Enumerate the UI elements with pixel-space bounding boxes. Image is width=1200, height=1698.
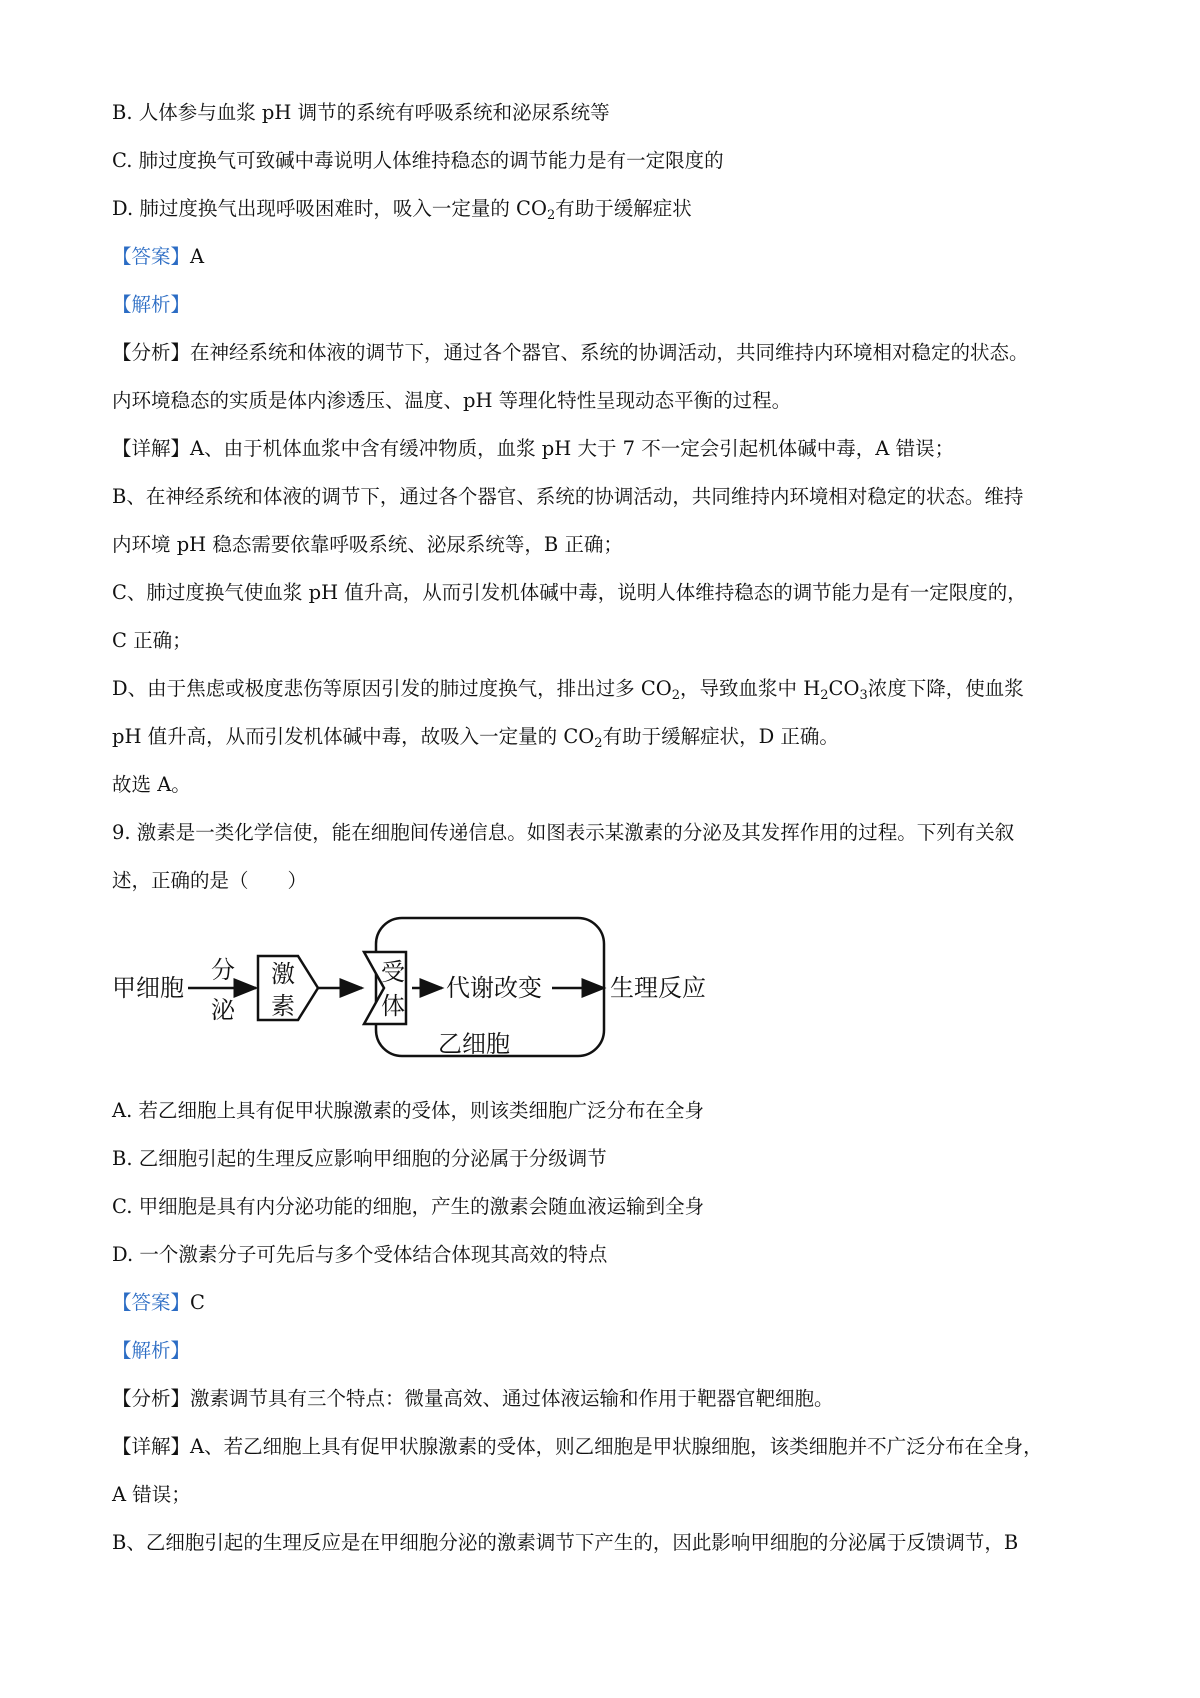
q8-option-d (112, 194, 692, 224)
text-run: D. 肺过度换气出现呼吸困难时，吸入一定量的 CO (112, 197, 547, 220)
q9-detail-b-1: B、乙细胞引起的生理反应是在甲细胞分泌的激素调节下产生的，因此影响甲细胞的分泌属于反馈调节，B (112, 1531, 1019, 1554)
subscript: 2 (546, 208, 556, 223)
text-run: CO (828, 677, 860, 700)
q8-detail-c-1: C、肺过度换气使血浆 pH 值升高，从而引发机体碱中毒，说明人体维持稳态的调节能力是有一定限度的， (112, 581, 1027, 604)
subscript: 2 (594, 736, 603, 751)
q9-analysis-tag: 【解析】 (112, 1339, 191, 1362)
fenxi-tag: 【分析】 (112, 341, 191, 364)
subscript: 2 (671, 688, 681, 703)
q8-detail-a (112, 434, 954, 464)
q8-choose: 故选 A。 (112, 773, 191, 796)
subscript: 3 (859, 688, 868, 703)
hormone-pathway-diagram (108, 912, 728, 1062)
subscript: 2 (820, 688, 829, 703)
text-run: A、若乙细胞上具有促甲状腺激素的受体，则乙细胞是甲状腺细胞，该类细胞并不广泛分布在全身， (190, 1435, 1043, 1458)
text-run: ，导致血浆中 H (680, 677, 821, 700)
q9-detail-a-2: A 错误； (112, 1483, 191, 1506)
q9-answer (112, 1288, 205, 1318)
answer-tag: 【答案】 (112, 1291, 191, 1314)
q9-stem-1: 9. 激素是一类化学信使，能在细胞间传递信息。如图表示某激素的分泌及其发挥作用的过程。下列有关叙 (112, 821, 1015, 844)
secrete-label-1: 分 (211, 956, 235, 984)
response-label: 生理反应 (610, 974, 706, 1002)
text-run: pH 值升高，从而引发机体碱中毒，故吸入一定量的 CO (112, 725, 595, 748)
q9-option-d: D. 一个激素分子可先后与多个受体结合体现其高效的特点 (112, 1243, 608, 1266)
q8-option-b: B. 人体参与血浆 pH 调节的系统有呼吸系统和泌尿系统等 (112, 101, 610, 124)
fenxi-tag: 【分析】 (112, 1387, 191, 1410)
text-run: A、由于机体血浆中含有缓冲物质，血浆 pH 大于 7 不一定会引起机体碱中毒，A 错误； (190, 437, 955, 460)
text-run: 在神经系统和体液的调节下，通过各个器官、系统的协调活动，共同维持内环境相对稳定的状态。 (190, 341, 1029, 364)
q8-detail-d-1 (112, 674, 1024, 704)
q9-option-a: A. 若乙细胞上具有促甲状腺激素的受体，则该类细胞广泛分布在全身 (112, 1099, 704, 1122)
xiangjie-tag: 【详解】 (112, 437, 191, 460)
q8-option-c: C. 肺过度换气可致碱中毒说明人体维持稳态的调节能力是有一定限度的 (112, 149, 724, 172)
metabolism-label: 代谢改变 (446, 974, 542, 1002)
q8-detail-d-2 (112, 722, 839, 752)
cell-a-label: 甲细胞 (112, 974, 184, 1002)
q8-detail-c-2: C 正确； (112, 629, 192, 652)
q8-detail-b-1: B、在神经系统和体液的调节下，通过各个器官、系统的协调活动，共同维持内环境相对稳定的状态。维持 (112, 485, 1024, 508)
text-run: 激素调节具有三个特点：微量高效、通过体液运输和作用于靶器官靶细胞。 (190, 1387, 834, 1410)
q8-answer (112, 242, 204, 272)
answer-tag: 【答案】 (112, 245, 191, 268)
q9-option-c: C. 甲细胞是具有内分泌功能的细胞，产生的激素会随血液运输到全身 (112, 1195, 705, 1218)
receptor-label-2: 体 (381, 992, 405, 1020)
text-run: 有助于缓解症状，D 正确。 (602, 725, 839, 748)
receptor-label-1: 受 (381, 958, 405, 986)
q8-analysis-tag: 【解析】 (112, 293, 191, 316)
q9-option-b: B. 乙细胞引起的生理反应影响甲细胞的分泌属于分级调节 (112, 1147, 607, 1170)
hormone-label-1: 激 (271, 960, 295, 988)
q9-stem-2: 述，正确的是（ ） (112, 869, 308, 892)
text-run: 有助于缓解症状 (555, 197, 692, 220)
secrete-label-2: 泌 (211, 996, 235, 1024)
q8-fenxi-2: 内环境稳态的实质是体内渗透压、温度、pH 等理化特性呈现动态平衡的过程。 (112, 389, 792, 412)
q9-detail-a-1 (112, 1432, 1043, 1462)
text-run: 浓度下降，使血浆 (867, 677, 1024, 700)
q8-detail-b-2: 内环境 pH 稳态需要依靠呼吸系统、泌尿系统等，B 正确； (112, 533, 623, 556)
hormone-label-2: 素 (271, 992, 295, 1020)
q8-fenxi-1 (112, 338, 1029, 368)
answer-value: A (190, 245, 205, 268)
xiangjie-tag: 【详解】 (112, 1435, 191, 1458)
cell-b-label: 乙细胞 (438, 1030, 510, 1058)
q9-fenxi (112, 1384, 834, 1414)
answer-value: C (190, 1291, 205, 1314)
text-run: D、由于焦虑或极度悲伤等原因引发的肺过度换气，排出过多 CO (112, 677, 672, 700)
